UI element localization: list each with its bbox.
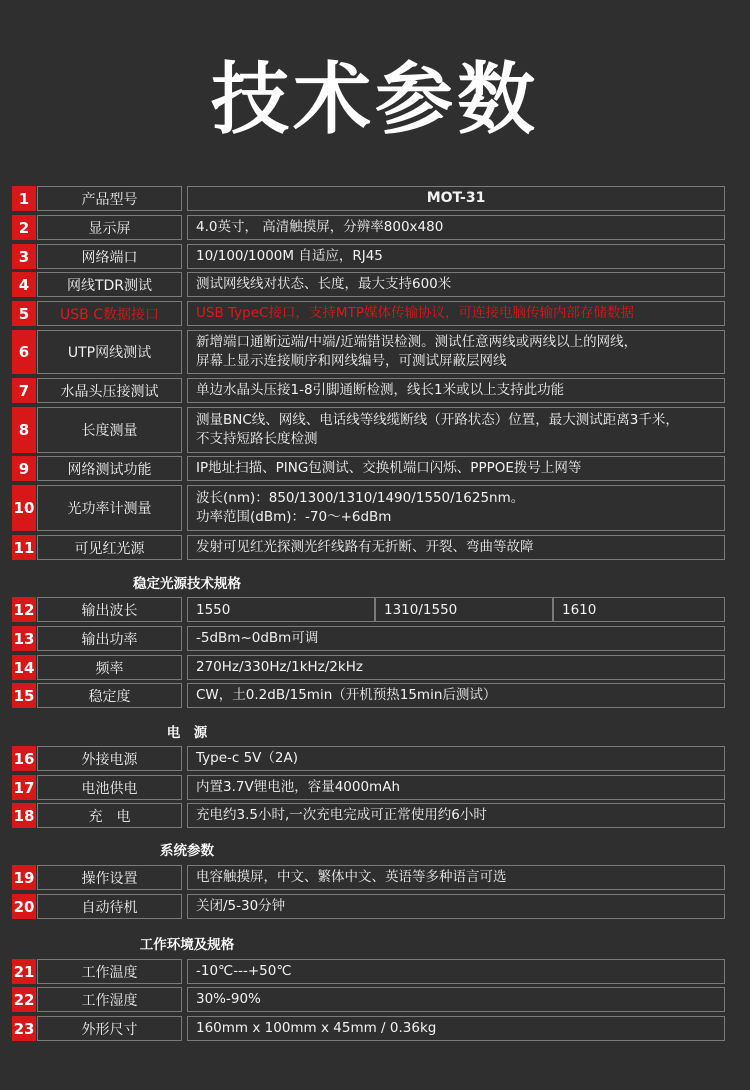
table-row — [12, 683, 725, 708]
table-row — [12, 803, 725, 828]
row-number: 9 — [12, 456, 36, 481]
param-name: 工作湿度 — [37, 987, 182, 1012]
param-value: IP地址扫描、PING包测试、交换机端口闪烁、PPPOE拨号上网等 — [187, 456, 725, 481]
param-value: 4.0英寸， 高清触摸屏，分辨率800x480 — [187, 215, 725, 240]
table-row — [12, 865, 725, 890]
param-value: MOT-31 — [187, 186, 725, 211]
param-name: 显示屏 — [37, 215, 182, 240]
param-name: 网络测试功能 — [37, 456, 182, 481]
table-row — [12, 597, 725, 622]
table-row — [12, 215, 725, 240]
row-number: 13 — [12, 626, 36, 651]
row-number: 17 — [12, 775, 36, 800]
table-row — [12, 378, 725, 403]
param-name: 自动待机 — [37, 894, 182, 919]
param-name: UTP网线测试 — [37, 330, 182, 374]
row-number: 8 — [12, 407, 36, 453]
row-number: 6 — [12, 330, 36, 374]
table-row — [12, 894, 725, 919]
table-row — [12, 272, 725, 297]
row-number: 15 — [12, 683, 36, 708]
table-row — [12, 456, 725, 481]
param-value: 1550 — [187, 597, 375, 622]
param-value: 内置3.7V锂电池，容量4000mAh — [187, 775, 725, 800]
section-heading: 系统参数 — [160, 843, 214, 859]
table-row — [12, 987, 725, 1012]
param-value: 30%-90% — [187, 987, 725, 1012]
param-name: 水晶头压接测试 — [37, 378, 182, 403]
row-number: 4 — [12, 272, 36, 297]
table-row — [12, 959, 725, 984]
param-value: USB TypeC接口，支持MTP媒体传输协议，可连接电脑传输内部存储数据 — [187, 301, 725, 326]
row-number: 21 — [12, 959, 36, 984]
param-name: 稳定度 — [37, 683, 182, 708]
param-value: 1610 — [553, 597, 725, 622]
page-title: 技术参数 — [210, 55, 539, 145]
param-value: 充电约3.5小时,一次充电完成可正常使用约6小时 — [187, 803, 725, 828]
param-value: -10℃---+50℃ — [187, 959, 725, 984]
row-number: 23 — [12, 1016, 36, 1041]
param-name: 输出波长 — [37, 597, 182, 622]
param-value: 270Hz/330Hz/1kHz/2kHz — [187, 655, 725, 680]
row-number: 18 — [12, 803, 36, 828]
param-value: 发射可见红光探测光纤线路有无折断、开裂、弯曲等故障 — [187, 535, 725, 560]
table-row — [12, 301, 725, 326]
param-value: -5dBm~0dBm可调 — [187, 626, 725, 651]
param-value: 测试网线线对状态、长度，最大支持600米 — [187, 272, 725, 297]
param-value: 测量BNC线、网线、电话线等线缆断线（开路状态）位置，最大测试距离3千米， 不支持短路长度检测 — [187, 407, 725, 453]
param-value: 波长(nm)：850/1300/1310/1490/1550/1625nm。 功率范围(dBm)：-70～+6dBm — [187, 485, 725, 531]
param-value: 电容触摸屏，中文、繁体中文、英语等多种语言可选 — [187, 865, 725, 890]
row-number: 14 — [12, 655, 36, 680]
row-number: 19 — [12, 865, 36, 890]
param-value: 单边水晶头压接1-8引脚通断检测，线长1米或以上支持此功能 — [187, 378, 725, 403]
table-row — [12, 186, 725, 211]
param-value: 关闭/5-30分钟 — [187, 894, 725, 919]
row-number: 20 — [12, 894, 36, 919]
table-row — [12, 330, 725, 374]
param-name: 长度测量 — [37, 407, 182, 453]
table-row — [12, 535, 725, 560]
table-row — [12, 626, 725, 651]
param-value: 10/100/1000M 自适应，RJ45 — [187, 244, 725, 269]
param-name: 输出功率 — [37, 626, 182, 651]
row-number: 3 — [12, 244, 36, 269]
param-name: USB C数据接口 — [37, 301, 182, 326]
param-value: CW，土0.2dB/15min（开机预热15min后测试） — [187, 683, 725, 708]
param-name: 频率 — [37, 655, 182, 680]
param-value: 160mm x 100mm x 45mm / 0.36kg — [187, 1016, 725, 1041]
param-name: 网络端口 — [37, 244, 182, 269]
table-row — [12, 485, 725, 531]
param-name: 操作设置 — [37, 865, 182, 890]
row-number: 1 — [12, 186, 36, 211]
table-row — [12, 775, 725, 800]
param-name: 可见红光源 — [37, 535, 182, 560]
table-row — [12, 746, 725, 771]
row-number: 7 — [12, 378, 36, 403]
table-row — [12, 1016, 725, 1041]
row-number: 11 — [12, 535, 36, 560]
param-value: Type-c 5V（2A) — [187, 746, 725, 771]
table-row — [12, 407, 725, 453]
table-row — [12, 244, 725, 269]
row-number: 22 — [12, 987, 36, 1012]
section-heading: 工作环境及规格 — [139, 937, 235, 953]
table-row — [12, 655, 725, 680]
section-heading: 电 源 — [166, 725, 208, 741]
param-value: 新增端口通断远端/中端/近端错误检测。测试任意两线或两线以上的网线， 屏幕上显示连接顺序和网线编号，可测试屏蔽层网线 — [187, 330, 725, 374]
section-heading: 稳定光源技术规格 — [133, 576, 241, 592]
param-value: 1310/1550 — [375, 597, 553, 622]
param-name: 外接电源 — [37, 746, 182, 771]
row-number: 2 — [12, 215, 36, 240]
row-number: 16 — [12, 746, 36, 771]
param-name: 电池供电 — [37, 775, 182, 800]
row-number: 5 — [12, 301, 36, 326]
row-number: 12 — [12, 597, 36, 622]
param-name: 外形尺寸 — [37, 1016, 182, 1041]
row-number: 10 — [12, 485, 36, 531]
param-name: 光功率计测量 — [37, 485, 182, 531]
param-name: 工作温度 — [37, 959, 182, 984]
param-name: 充 电 — [37, 803, 182, 828]
param-name: 网线TDR测试 — [37, 272, 182, 297]
param-name: 产品型号 — [37, 186, 182, 211]
